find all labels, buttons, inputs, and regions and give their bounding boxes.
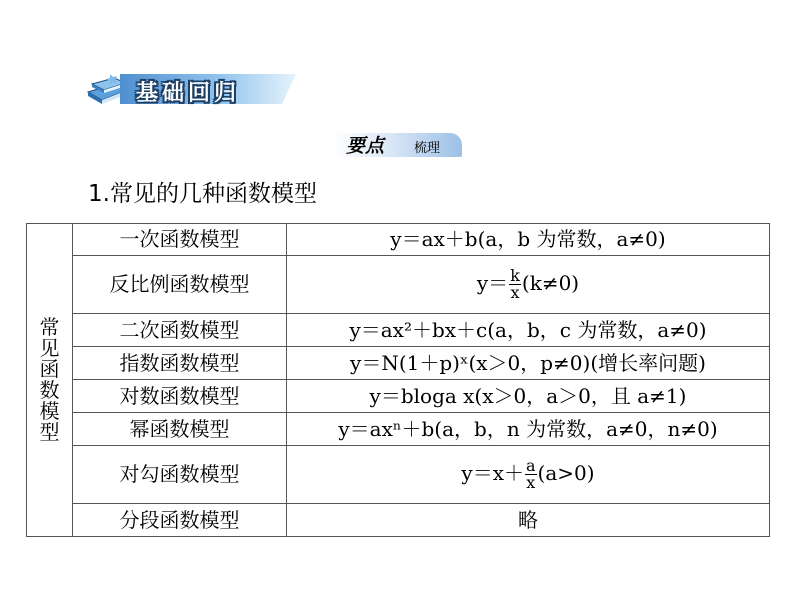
table-row	[27, 413, 770, 446]
model-formula-cell: y＝bloga x(x＞0，a＞0，且 a≠1)	[287, 380, 770, 413]
table-row	[27, 314, 770, 347]
group-char: 见	[39, 336, 60, 360]
fraction	[525, 458, 537, 491]
table-row	[27, 446, 770, 504]
fraction-numerator: a	[526, 456, 536, 475]
group-char: 型	[39, 420, 60, 444]
table-row	[27, 256, 770, 314]
badge-sub-text: 梳理	[414, 141, 441, 156]
model-name-cell: 对勾函数模型	[73, 446, 287, 504]
table-row	[27, 347, 770, 380]
fraction	[509, 268, 521, 301]
model-name-cell: 对数函数模型	[73, 380, 287, 413]
banner-title: 基础回归	[136, 81, 241, 106]
group-char: 数	[39, 378, 60, 402]
formula-prefix: y＝x＋	[461, 461, 524, 485]
section-banner	[84, 70, 298, 108]
table-row	[27, 380, 770, 413]
group-char: 模	[39, 399, 60, 423]
formula-suffix: (a>0)	[537, 461, 595, 485]
model-name-cell: 二次函数模型	[73, 314, 287, 347]
model-formula-cell: y＝N(1＋p)ˣ(x＞0，p≠0)(增长率问题)	[287, 347, 770, 380]
group-label-cell	[27, 224, 73, 537]
formula-prefix: y＝	[476, 271, 509, 295]
group-char: 函	[39, 357, 60, 381]
table-row	[27, 224, 770, 256]
model-name-cell: 一次函数模型	[73, 224, 287, 256]
key-points-badge	[332, 131, 464, 159]
model-name-cell: 分段函数模型	[73, 504, 287, 537]
fraction-numerator: k	[510, 266, 520, 285]
model-formula-cell: y＝ax＋b(a，b 为常数，a≠0)	[287, 224, 770, 256]
function-models-table	[26, 223, 770, 537]
formula-suffix: (k≠0)	[521, 271, 580, 295]
model-formula-cell: y＝axⁿ＋b(a，b，n 为常数，a≠0，n≠0)	[287, 413, 770, 446]
model-name-cell: 幂函数模型	[73, 413, 287, 446]
model-formula-cell: y＝ax²＋bx＋c(a，b，c 为常数，a≠0)	[287, 314, 770, 347]
fraction-denominator: x	[526, 473, 536, 492]
fraction-denominator: x	[510, 283, 520, 302]
model-formula-cell: 略	[287, 504, 770, 537]
table-row	[27, 504, 770, 537]
model-name-cell: 指数函数模型	[73, 347, 287, 380]
section-heading: 1.常见的几种函数模型	[88, 181, 317, 207]
model-name-cell: 反比例函数模型	[73, 256, 287, 314]
model-formula-cell	[287, 256, 770, 314]
model-formula-cell	[287, 446, 770, 504]
group-char: 常	[39, 315, 60, 339]
badge-main-text: 要点	[346, 135, 385, 157]
